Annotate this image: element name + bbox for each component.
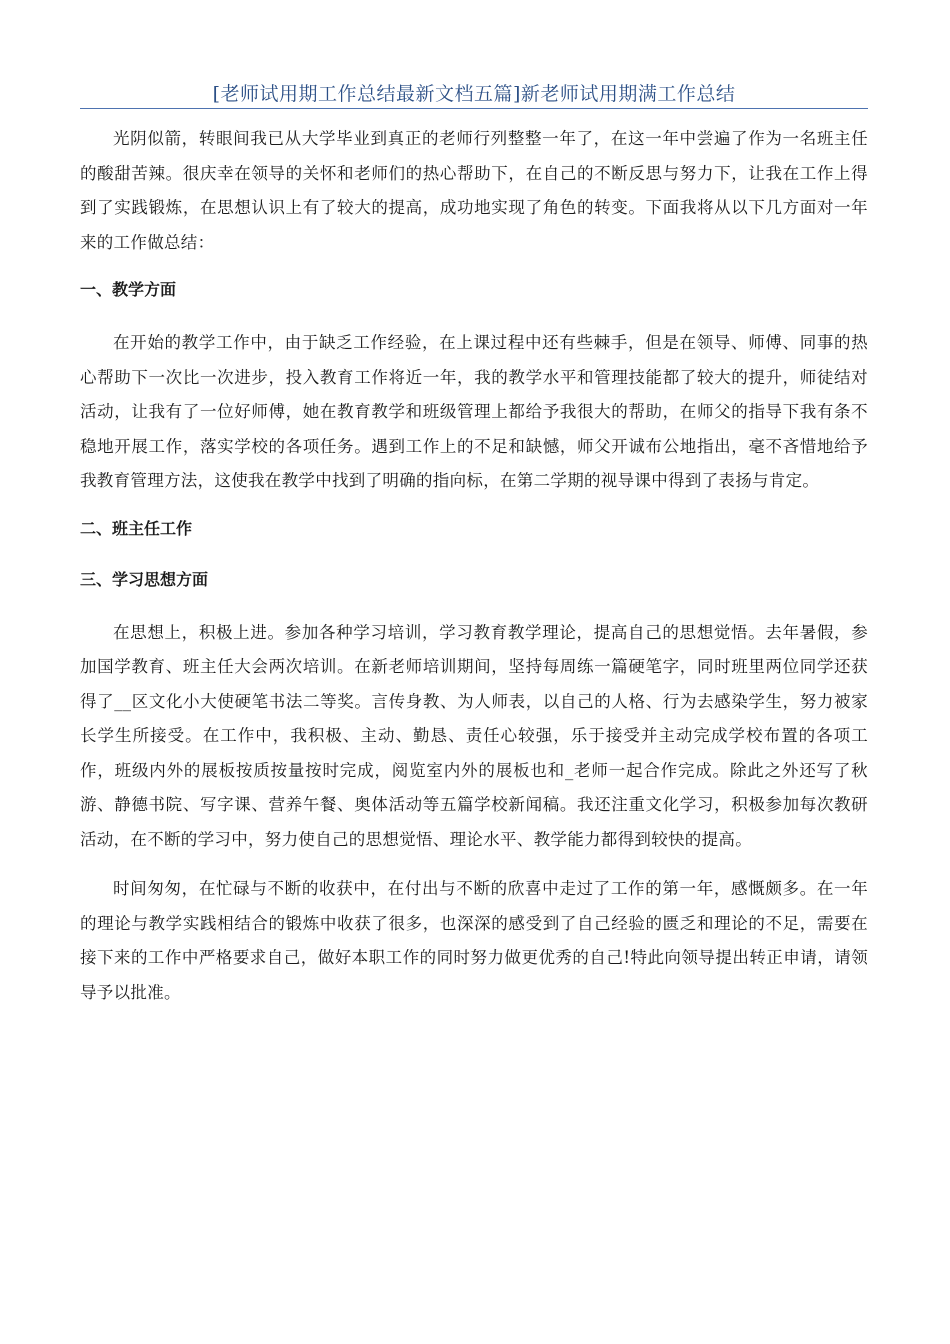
title-underline-rule	[80, 108, 868, 109]
intro-paragraph: 光阴似箭，转眼间我已从大学毕业到真正的老师行列整整一年了，在这一年中尝遍了作为一名班主任的酸甜苦辣。很庆幸在领导的关怀和老师们的热心帮助下，在自己的不断反思与努力下，让我在工作上得到了实践锻炼，在思想认识上有了较大的提高，成功地实现了角色的转变。下面我将从以下几方面对一年来的工作做总结：	[80, 129, 868, 252]
document-title: [老师试用期工作总结最新文档五篇]新老师试用期满工作总结	[212, 83, 736, 105]
section-heading-study-thinking: 三、学习思想方面	[80, 569, 209, 589]
section-paragraph-teaching: 在开始的教学工作中，由于缺乏工作经验，在上课过程中还有些棘手，但是在领导、师傅、同事的热心帮助下一次比一次进步，投入教育工作将近一年，我的教学水平和管理技能都了较大的提升，师徒结对活动，让我有了一位好师傅，她在教育教学和班级管理上都给予我很大的帮助，在师父的指导下我有条不稳地开展工作，落实学校的各项任务。遇到工作上的不足和缺憾，师父开诚布公地指出，毫不吝惜地给予我教育管理方法，这使我在教学中找到了明确的指向标，在第二学期的视导课中得到了表扬与肯定。	[80, 333, 868, 490]
section-heading-teaching: 一、教学方面	[80, 280, 177, 299]
document-body	[80, 122, 868, 1025]
section-paragraph-study-thinking: 在思想上，积极上进。参加各种学习培训，学习教育教学理论，提高自己的思想觉悟。去年暑假，参加国学教育、班主任大会两次培训。在新老师培训期间，坚持每周练一篇硬笔字，同时班里两位同学还获得了__区文化小大使硬笔书法二等奖。言传身教、为人师表，以自己的人格、行为去感染学生，努力被家长学生所接受。在工作中，我积极、主动、勤恳、责任心较强，乐于接受并主动完成学校布置的各项工作，班级内外的展板按质按量按时完成，阅览室内外的展板也和_老师一起合作完成。除此之外还写了秋游、静德书院、写字课、营养午餐、奥体活动等五篇学校新闻稿。我还注重文化学习，积极参加每次教研活动，在不断的学习中，努力使自己的思想觉悟、理论水平、教学能力都得到较快的提高。	[80, 622, 868, 849]
closing-paragraph: 时间匆匆，在忙碌与不断的收获中，在付出与不断的欣喜中走过了工作的第一年，感慨颇多。在一年的理论与教学实践相结合的锻炼中收获了很多，也深深的感受到了自己经验的匮乏和理论的不足，需要在接下来的工作中严格要求自己，做好本职工作的同时努力做更优秀的自己!特此向领导提出转正申请，请领导予以批准。	[80, 879, 868, 1002]
section-heading-class-teacher: 二、班主任工作	[80, 518, 193, 538]
